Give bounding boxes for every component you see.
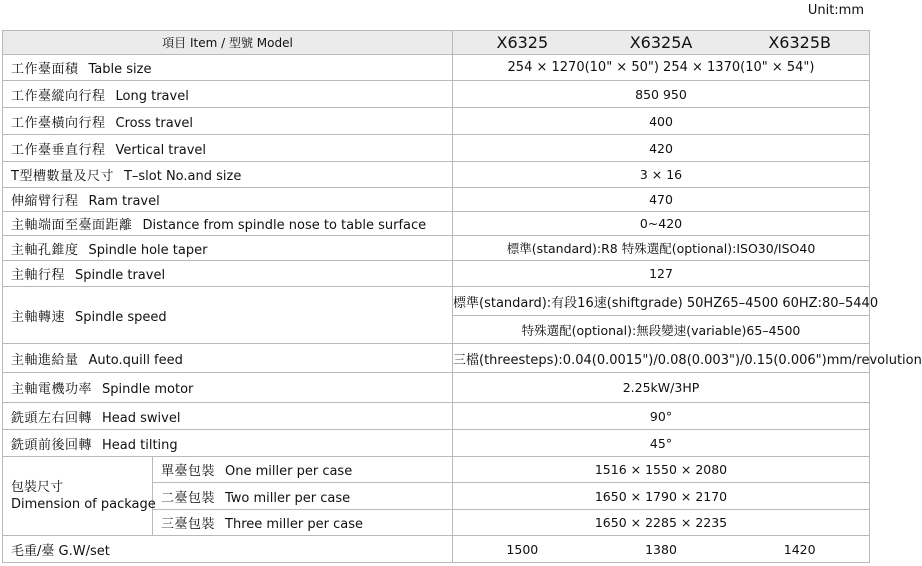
label-zh: 銑頭左右回轉 bbox=[11, 410, 93, 426]
label-zh: 三臺包裝 bbox=[161, 517, 216, 532]
row-value: 1650 × 2285 × 2235 bbox=[453, 510, 870, 536]
row-value: 45° bbox=[453, 430, 870, 457]
row-label bbox=[3, 344, 453, 373]
model-name: X6325B bbox=[768, 33, 831, 52]
label-en: Spindle travel bbox=[75, 268, 166, 283]
row-value: 標準(standard):R8 特殊選配(optional):ISO30/ISO40 bbox=[453, 236, 870, 261]
table-row bbox=[3, 536, 870, 563]
label-zh: 單臺包裝 bbox=[161, 464, 216, 479]
row-value: 1650 × 1790 × 2170 bbox=[453, 483, 870, 510]
label-zh: 主軸進給量 bbox=[11, 352, 79, 368]
label-en: Head swivel bbox=[102, 410, 181, 426]
row-value: 90° bbox=[453, 403, 870, 430]
weight-value: 1380 bbox=[645, 541, 677, 557]
table-row bbox=[3, 135, 870, 162]
row-value: 254 × 1270(10" × 50") 254 × 1370(10" × 54") bbox=[453, 55, 870, 81]
weight-value: 1420 bbox=[783, 541, 816, 557]
row-label bbox=[3, 188, 453, 212]
package-label bbox=[3, 457, 156, 536]
weight-value: 1500 bbox=[506, 541, 539, 557]
label-en: Two miller per case bbox=[225, 490, 351, 506]
table-row bbox=[3, 212, 870, 236]
row-label bbox=[3, 55, 453, 81]
row-value: 三檔(threesteps):0.04(0.0015")/0.08(0.003")/0.15(0.006")mm/revolution bbox=[453, 344, 870, 373]
label-en: Dimension of package bbox=[11, 497, 156, 512]
row-value: 3 × 16 bbox=[453, 162, 870, 188]
row-value: 400 bbox=[453, 108, 870, 135]
row-value: 127 bbox=[453, 261, 870, 287]
unit-label: Unit:mm bbox=[807, 3, 864, 18]
model-name: X6325A bbox=[629, 33, 693, 52]
label-zh: 銑頭前後回轉 bbox=[11, 437, 93, 453]
row-label bbox=[3, 162, 453, 188]
label-zh: T型槽數量及尺寸 bbox=[11, 169, 114, 184]
model-name: X6325 bbox=[496, 33, 549, 52]
table-row bbox=[3, 373, 870, 403]
label-en: Auto.quill feed bbox=[88, 352, 183, 368]
label-zh: 主軸端面至臺面距離 bbox=[11, 218, 133, 233]
table-row bbox=[3, 403, 870, 430]
label-en: Three miller per case bbox=[225, 517, 363, 532]
label-en: Head tilting bbox=[102, 437, 178, 453]
label-zh: 伸縮臂行程 bbox=[11, 194, 79, 209]
label-en: Table size bbox=[88, 62, 152, 77]
row-label bbox=[3, 108, 453, 135]
row-label bbox=[3, 236, 453, 261]
table-row bbox=[3, 81, 870, 108]
row-value: 470 bbox=[453, 188, 870, 212]
label-en: Spindle hole taper bbox=[88, 242, 208, 258]
row-value: 420 bbox=[453, 135, 870, 162]
row-value: 1516 × 1550 × 2080 bbox=[453, 457, 870, 483]
label-en: Long travel bbox=[115, 88, 189, 104]
row-label bbox=[153, 483, 453, 510]
label-en: Cross travel bbox=[115, 115, 193, 131]
row-label bbox=[3, 373, 453, 403]
label-en: One miller per case bbox=[225, 464, 353, 479]
table-row bbox=[3, 344, 870, 373]
label-en: Distance from spindle nose to table surface bbox=[142, 218, 427, 233]
row-value: 標準(standard):有段16速(shiftgrade) 50HZ65–4500 60HZ:80–5440 bbox=[453, 287, 870, 316]
header-label: 項目 Item / 型號 Model bbox=[3, 31, 453, 55]
row-label bbox=[3, 430, 453, 457]
row-label bbox=[3, 261, 453, 287]
label-zh: 二臺包裝 bbox=[161, 490, 216, 506]
label-zh: 主軸行程 bbox=[11, 268, 66, 283]
row-value: 0~420 bbox=[453, 212, 870, 236]
table-row bbox=[3, 108, 870, 135]
row-label bbox=[3, 403, 453, 430]
table-row bbox=[3, 261, 870, 287]
row-label bbox=[153, 457, 453, 483]
table-row bbox=[3, 162, 870, 188]
table-row bbox=[3, 55, 870, 81]
label-zh: 包裝尺寸 bbox=[11, 480, 64, 495]
table-row bbox=[3, 457, 870, 483]
label-en: Vertical travel bbox=[115, 142, 207, 158]
spec-table bbox=[2, 30, 922, 563]
row-value: 2.25kW/3HP bbox=[453, 373, 870, 403]
model-header bbox=[453, 31, 870, 55]
table-row bbox=[3, 430, 870, 457]
row-label bbox=[153, 510, 453, 536]
table-header-row bbox=[3, 31, 870, 55]
label-zh: 工作臺面積 bbox=[11, 62, 79, 77]
label-zh: 工作臺垂直行程 bbox=[11, 142, 106, 158]
row-value: 850 950 bbox=[453, 81, 870, 108]
table-row bbox=[3, 236, 870, 261]
label-en: T–slot No.and size bbox=[123, 169, 242, 184]
label-zh: 工作臺縱向行程 bbox=[11, 88, 106, 104]
row-value: 特殊選配(optional):無段變速(variable)65–4500 bbox=[453, 316, 870, 344]
label-zh: 主軸孔錐度 bbox=[11, 242, 79, 258]
row-label: 毛重/臺 G.W/set bbox=[3, 536, 453, 563]
row-label bbox=[3, 212, 453, 236]
label-en: Ram travel bbox=[88, 194, 160, 209]
row-label bbox=[3, 135, 453, 162]
label-en: Spindle motor bbox=[102, 382, 194, 397]
label-zh: 工作臺橫向行程 bbox=[11, 115, 106, 131]
table-row bbox=[3, 188, 870, 212]
label-zh: 主軸電機功率 bbox=[11, 382, 93, 397]
row-label bbox=[3, 287, 453, 344]
weight-values bbox=[453, 536, 870, 563]
table-row bbox=[3, 287, 870, 316]
label-en: Spindle speed bbox=[75, 309, 167, 325]
row-label bbox=[3, 81, 453, 108]
label-zh: 主軸轉速 bbox=[11, 309, 66, 325]
